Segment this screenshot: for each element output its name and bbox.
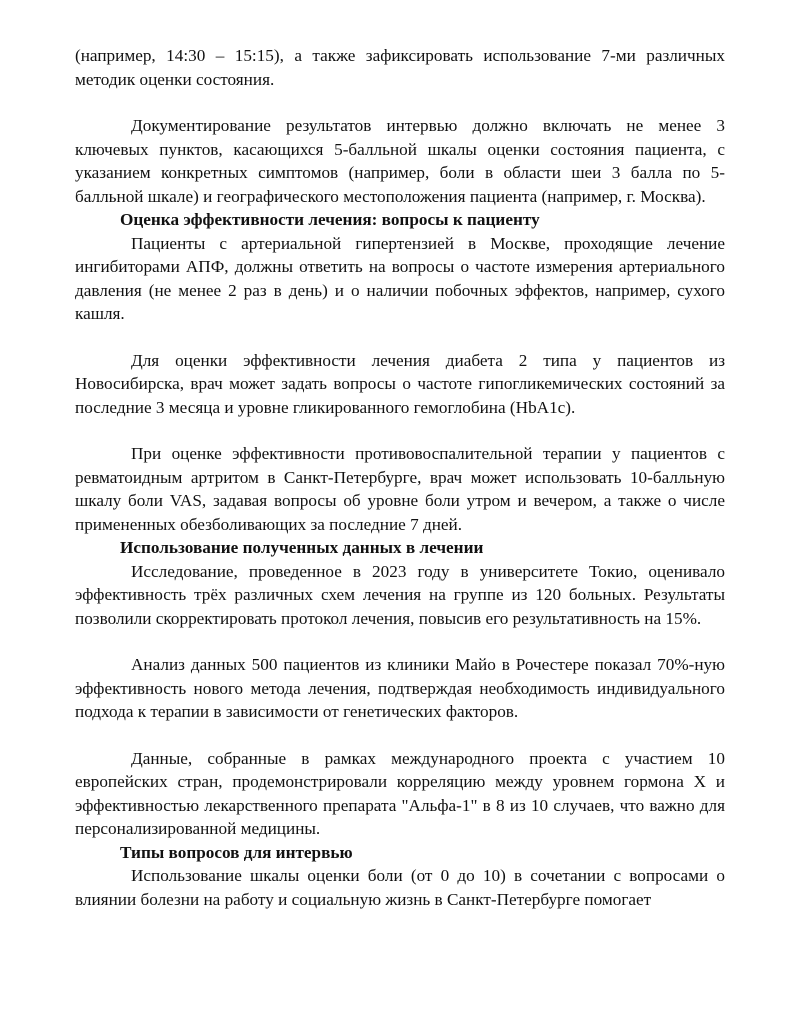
section-heading-interview-questions: Типы вопросов для интервью [120, 842, 353, 862]
paragraph-diabetes: Для оценки эффективности лечения диабета 2 типа у пациентов из Новосибирска, врач может задать вопросы о частоте гипогликемических состояний за последние 3 месяца и уровне гликированного гемоглобина (HbA1c). [75, 350, 725, 417]
paragraph-european-project: Данные, собранные в рамках международного проекта с участием 10 европейских стран, продемонстрировали корреляцию между уровнем гормона X и эффективностью лекарственного препарата "Альфа-1" в 8 из 10 случаев, что важно для персонализированной медицины. [75, 748, 725, 838]
paragraph-tokyo-study: Исследование, проведенное в 2023 году в университете Токио, оценивало эффективность трёх различных схем лечения на группе из 120 больных. Результаты позволили скорректировать протокол лечения, повысив его результативность на 15%. [75, 561, 725, 628]
paragraph-arthritis: При оценке эффективности противовоспалительной терапии у пациентов с ревматоидным артритом в Санкт-Петербурге, врач может использовать 10-балльную шкалу боли VAS, задавая вопросы об уровне боли утром и вечером, а также о числе примененных обезболивающих за последние 7 дней. [75, 444, 725, 534]
section-heading-effectiveness: Оценка эффективности лечения: вопросы к пациенту [120, 210, 540, 229]
paragraph-mayo-analysis: Анализ данных 500 пациентов из клиники Майо в Рочестере показал 70%-ную эффективность нового метода лечения, подтверждая необходимость индивидуального подхода к терапии в зависимости от генетических факторов. [75, 655, 725, 721]
document-page [75, 44, 725, 911]
paragraph-pain-scale: Использование шкалы оценки боли (от 0 до 10) в сочетании с вопросами о влиянии болезни на работу и социальную жизнь в Санкт-Петербурге помогает [75, 866, 725, 909]
section-heading-data-usage: Использование полученных данных в лечении [120, 538, 484, 557]
paragraph-hypertension: Пациенты с артериальной гипертензией в Москве, проходящие лечение ингибиторами АПФ, должны ответить на вопросы о частоте измерения артериального давления (не менее 2 раз в день) и о наличии побочных эффектов, например, сухого кашля. [75, 233, 725, 323]
paragraph-continued: (например, 14:30 – 15:15), а также зафиксировать использование 7-ми различных методик оценки состояния. [75, 46, 725, 89]
paragraph-documentation: Документирование результатов интервью должно включать не менее 3 ключевых пунктов, касающихся 5-балльной шкалы оценки состояния пациента, с указанием конкретных симптомов (например, боли в области шеи 3 балла по 5-балльной шкале) и географического местоположения пациента (например, г. Москва). [75, 116, 725, 206]
